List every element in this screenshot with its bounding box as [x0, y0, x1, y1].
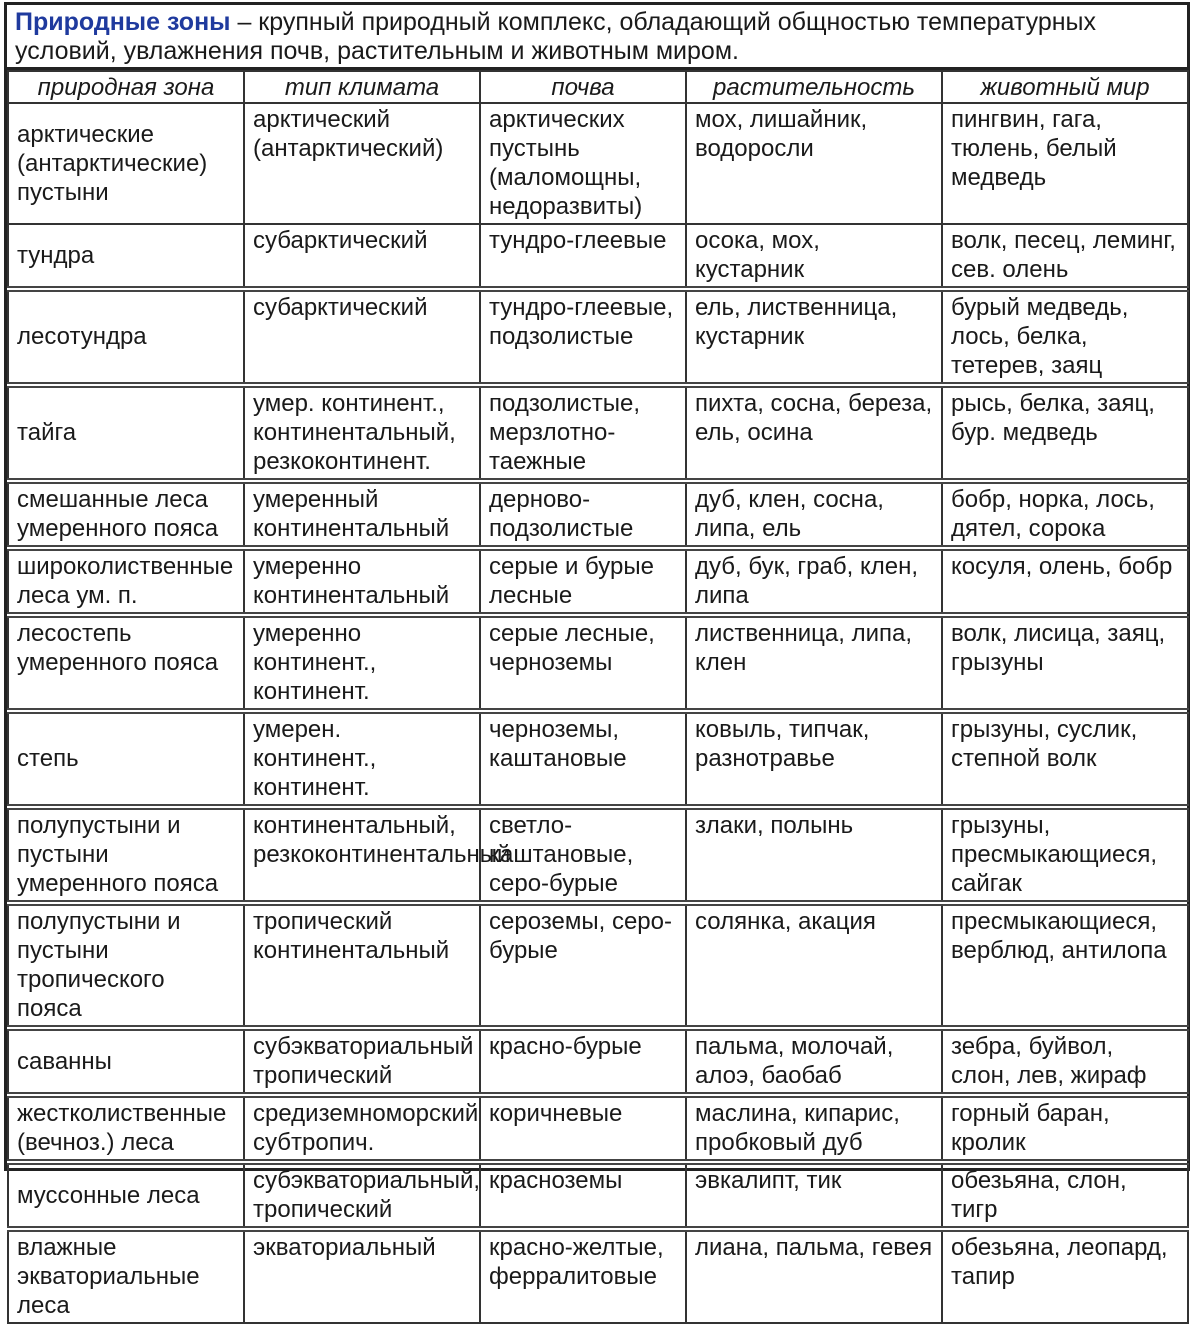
soil-cell: серые лесные, черноземы — [480, 615, 686, 711]
table-row — [8, 903, 1188, 1028]
header-zone: природная зона — [8, 71, 244, 103]
intro-text: – крупный природный комплекс, обладающий общностью температурных условий, увлажнения почв, растительным и животным миром. — [15, 8, 1097, 65]
zone-cell: тайга — [8, 385, 244, 481]
vegetation-cell: осока, мох, кустарник — [686, 224, 942, 289]
vegetation-cell: эвкалипт, тик — [686, 1162, 942, 1229]
natural-zones-sheet — [4, 2, 1190, 1319]
vegetation-cell: лиана, пальма, гевея — [686, 1229, 942, 1323]
animals-cell: горный баран, кролик — [942, 1095, 1188, 1162]
zone-cell: смешанные леса умеренного пояса — [8, 481, 244, 548]
soil-cell: тундро-глеевые — [480, 224, 686, 289]
natural-zones-table — [7, 70, 1189, 1324]
zone-cell: широколиственные леса ум. п. — [8, 548, 244, 615]
animals-cell: зебра, буйвол, слон, лев, жираф — [942, 1028, 1188, 1095]
zone-cell: полупустыни и пустыни умеренного пояса — [8, 807, 244, 903]
soil-cell: серые и бурые лесные — [480, 548, 686, 615]
climate-cell: умеренно континент., континент. — [244, 615, 480, 711]
animals-cell: пресмыкающиеся, верблюд, антилопа — [942, 903, 1188, 1028]
climate-cell: тропический континентальный — [244, 903, 480, 1028]
animals-cell: грызуны, пресмыкающиеся, сайгак — [942, 807, 1188, 903]
soil-cell: сероземы, серо-бурые — [480, 903, 686, 1028]
soil-cell: черноземы, каштановые — [480, 711, 686, 807]
intro-term: Природные зоны — [15, 8, 231, 36]
table-row — [8, 1028, 1188, 1095]
climate-cell: умер. континент., континентальный, резкоконтинент. — [244, 385, 480, 481]
vegetation-cell: лиственница, липа, клен — [686, 615, 942, 711]
intro-definition — [7, 5, 1187, 70]
table-row — [8, 1095, 1188, 1162]
zone-cell: лесотундра — [8, 289, 244, 385]
table-row — [8, 224, 1188, 289]
soil-cell: тундро-глеевые, подзолистые — [480, 289, 686, 385]
climate-cell: умерен. континент., континент. — [244, 711, 480, 807]
climate-cell: субэкваториальный, тропический — [244, 1162, 480, 1229]
header-climate: тип климата — [244, 71, 480, 103]
vegetation-cell: мох, лишайник, водоросли — [686, 103, 942, 224]
animals-cell: обезьяна, леопард, тапир — [942, 1229, 1188, 1323]
vegetation-cell: маслина, кипарис, пробковый дуб — [686, 1095, 942, 1162]
soil-cell: красно-бурые — [480, 1028, 686, 1095]
animals-cell: волк, лисица, заяц, грызуны — [942, 615, 1188, 711]
climate-cell: экваториальный — [244, 1229, 480, 1323]
animals-cell: обезьяна, слон, тигр — [942, 1162, 1188, 1229]
climate-cell: субарктический — [244, 224, 480, 289]
table-row — [8, 548, 1188, 615]
header-animals: животный мир — [942, 71, 1188, 103]
animals-cell: бурый медведь, лось, белка, тетерев, заяц — [942, 289, 1188, 385]
animals-cell: волк, песец, леминг, сев. олень — [942, 224, 1188, 289]
vegetation-cell: солянка, акация — [686, 903, 942, 1028]
soil-cell: красноземы — [480, 1162, 686, 1229]
table-row — [8, 481, 1188, 548]
table-row — [8, 615, 1188, 711]
animals-cell: пингвин, гага, тюлень, белый медведь — [942, 103, 1188, 224]
vegetation-cell: дуб, бук, граб, клен, липа — [686, 548, 942, 615]
zone-cell: жестколиственные (вечноз.) леса — [8, 1095, 244, 1162]
table-row — [8, 289, 1188, 385]
animals-cell: рысь, белка, заяц, бур. медведь — [942, 385, 1188, 481]
vegetation-cell: ковыль, типчак, разнотравье — [686, 711, 942, 807]
zone-cell: лесостепь умеренного пояса — [8, 615, 244, 711]
soil-cell: арктических пустынь (маломощны, недоразвиты) — [480, 103, 686, 224]
animals-cell: косуля, олень, бобр — [942, 548, 1188, 615]
soil-cell: дерново-подзолистые — [480, 481, 686, 548]
animals-cell: бобр, норка, лось, дятел, сорока — [942, 481, 1188, 548]
soil-cell: коричневые — [480, 1095, 686, 1162]
soil-cell: светло-каштановые, серо-бурые — [480, 807, 686, 903]
vegetation-cell: ель, лиственница, кустарник — [686, 289, 942, 385]
table-row — [8, 1162, 1188, 1229]
zone-cell: арктические (антарктические) пустыни — [8, 103, 244, 224]
animals-cell: грызуны, суслик, степной волк — [942, 711, 1188, 807]
zone-cell: саванны — [8, 1028, 244, 1095]
table-row — [8, 1229, 1188, 1323]
climate-cell: субэкваториальный тропический — [244, 1028, 480, 1095]
zone-cell: степь — [8, 711, 244, 807]
vegetation-cell: злаки, полынь — [686, 807, 942, 903]
soil-cell: подзолистые, мерзлотно-таежные — [480, 385, 686, 481]
zone-cell: муссонные леса — [8, 1162, 244, 1229]
climate-cell: средиземноморский субтропич. — [244, 1095, 480, 1162]
zone-cell: тундра — [8, 224, 244, 289]
climate-cell: арктический (антарктический) — [244, 103, 480, 224]
table-row — [8, 103, 1188, 224]
vegetation-cell: пихта, сосна, береза, ель, осина — [686, 385, 942, 481]
climate-cell: умеренно континентальный — [244, 548, 480, 615]
climate-cell: субарктический — [244, 289, 480, 385]
header-vegetation: растительность — [686, 71, 942, 103]
climate-cell: континентальный, резкоконтинентальный — [244, 807, 480, 903]
header-row — [8, 71, 1188, 103]
table-row — [8, 385, 1188, 481]
zone-cell: полупустыни и пустыни тропического пояса — [8, 903, 244, 1028]
climate-cell: умеренный континентальный — [244, 481, 480, 548]
soil-cell: красно-желтые, ферралитовые — [480, 1229, 686, 1323]
header-soil: почва — [480, 71, 686, 103]
zone-cell: влажные экваториальные леса — [8, 1229, 244, 1323]
vegetation-cell: дуб, клен, сосна, липа, ель — [686, 481, 942, 548]
table-row — [8, 711, 1188, 807]
vegetation-cell: пальма, молочай, алоэ, баобаб — [686, 1028, 942, 1095]
table-row — [8, 807, 1188, 903]
